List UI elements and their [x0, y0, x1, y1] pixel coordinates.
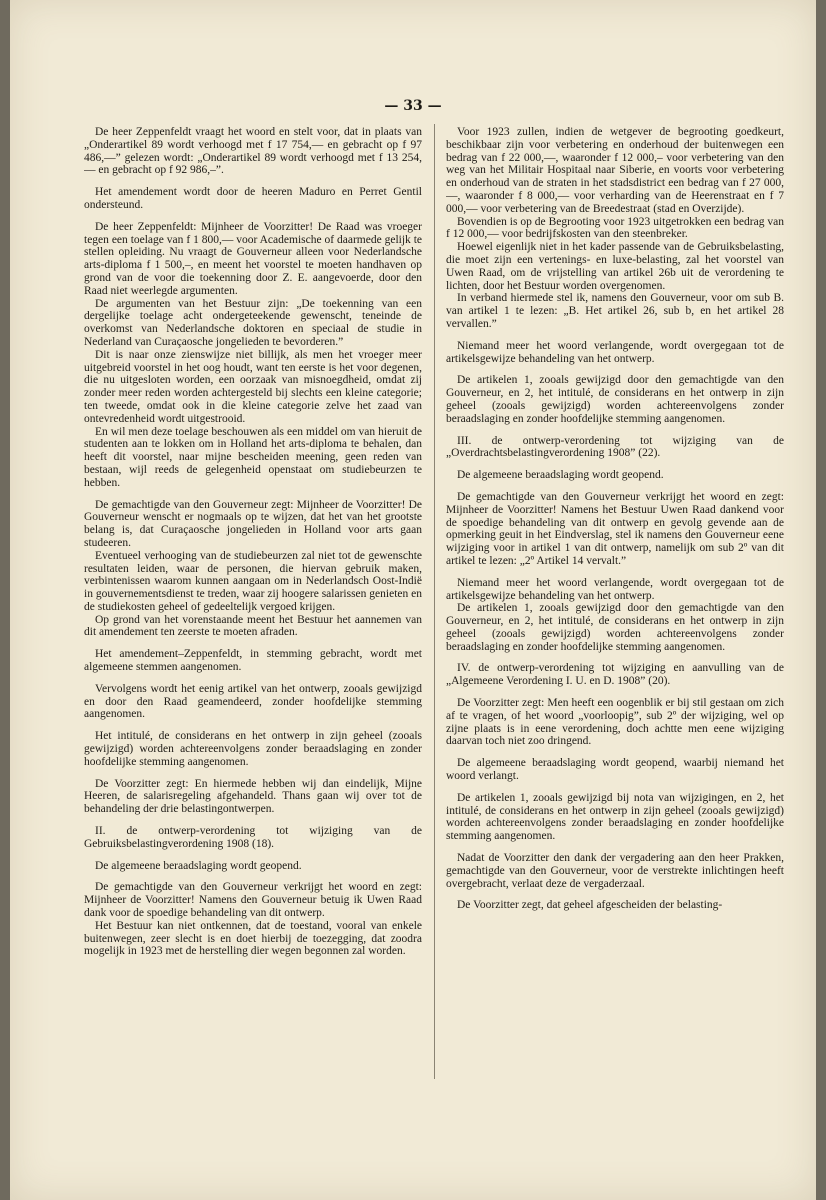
- paragraph: Het Bestuur kan niet ontkennen, dat de toestand, vooral van enkele buitenwegen, zeer slecht is en doet hierbij de toezegging, dat zoodra mogelijk in 1923 met de herstelling dier wegen begonnen zal worden.: [84, 919, 422, 958]
- paragraph: De heer Zeppenfeldt vraagt het woord en stelt voor, dat in plaats van „Onderartikel 89 wordt verhoogd met f 17 754,— en gebracht op f 97 486,—” gelezen wordt: „Onderartikel 89 wordt verhoogd met f 13 254,— en gebracht op f 92 986,–”.: [84, 126, 422, 177]
- paragraph: De heer Zeppenfeldt: Mijnheer de Voorzitter! De Raad was vroeger tegen een toelage van f 1 800,— voor Academische of daarmede gelijk te stellen opleiding. Nu vraagt de Gouverneur alleen voor Nederlandsche arts-diploma f 1 500,–, en meent het voorstel te moeten handhaven op grond van de voor die toekenning door Z. E. aangevoerde, door den Raad niet weerlegde argumenten.: [84, 220, 422, 297]
- paragraph: Bovendien is op de Begrooting voor 1923 uitgetrokken een bedrag van f 12 000,— voor bedrijfskosten van den steenbreker.: [446, 215, 784, 241]
- paragraph: Op grond van het vorenstaande meent het Bestuur het aannemen van dit amendement ten zeerste te moeten afraden.: [84, 613, 422, 639]
- paragraph: Niemand meer het woord verlangende, wordt overgegaan tot de artikelsgewijze behandeling van het ontwerp.: [446, 339, 784, 365]
- paragraph: Niemand meer het woord verlangende, wordt overgegaan tot de artikelsgewijze behandeling van het ontwerp.: [446, 576, 784, 602]
- paragraph: De gemachtigde van den Gouverneur verkrijgt het woord en zegt: Mijnheer de Voorzitter! Namens het Bestuur Uwen Raad dankend voor de spoedige behandeling van dit ontwerp en gevolg gevende aan de opmerking geuit in het Eindverslag, stel ik namens den Gouverneur eene wijziging voor in artikel 1 van dit ontwerp, namelijk om sub 2º van dit artikel te lezen: „2º Artikel 14 vervalt.”: [446, 490, 784, 567]
- paragraph: De gemachtigde van den Gouverneur verkrijgt het woord en zegt: Mijnheer de Voorzitter! Namens den Gouverneur betuig ik Uwen Raad dank voor de spoedige behandeling van dit ontwerp.: [84, 881, 422, 920]
- document-page: [10, 0, 816, 1200]
- paragraph: De Voorzitter zegt, dat geheel afgescheiden der belasting-: [457, 899, 723, 912]
- section-heading: III. de ontwerp-verordening tot wijziging van de „Overdrachtsbelastingverordening 1908” (22).: [446, 434, 784, 460]
- paragraph: Het intitulé, de considerans en het ontwerp in zijn geheel (zooals gewijzigd) worden achtereenvolgens zonder beraadslaging en zonder hoofdelijke stemming aangenomen.: [84, 730, 422, 768]
- left-column: [84, 126, 422, 1086]
- paragraph: De artikelen 1, zooals gewijzigd bij nota van wijzigingen, en 2, het intitulé, de considerans en het ontwerp in zijn geheel (zooals gewijzigd) worden achtereenvolgens zonder beraadslaging en zonder hoofdelijke stemming aangenomen.: [446, 791, 784, 843]
- section-heading: II. de ontwerp-verordening tot wijziging van de Gebruiksbelastingverordening 1908 (18).: [84, 825, 422, 850]
- paragraph: Eventueel verhooging van de studiebeurzen zal niet tot de gewenschte resultaten leiden, waar de personen, die hiervan gebruik maken, verbintenissen waarom kunnen aangaan om in Nederlandsch Oost-Indië in gouvernementsdienst te treden, waar zij hoogere salarissen genieten en de studiekosten geheel of gedeeltelijk vergoed krijgen.: [84, 549, 422, 613]
- paragraph: Voor 1923 zullen, indien de wetgever de begrooting goedkeurt, beschikbaar zijn voor verbetering en onderhoud der buitenwegen een bedrag van f 22 000,—, waaronder f 12 000,– voor verbetering van den weg van het Militair Hospitaal naar Siberie, en voorts voor verbetering en onderhoud van de straten in het stadsdistrict een bedrag van f 27 000,—, waaronder f 8 000,— voor verharding van de Heerenstraat en f 7 000,— voor verbetering van de Breedestraat (stad en Overzijde).: [446, 126, 784, 215]
- right-column: [446, 126, 784, 1086]
- paragraph: Het amendement wordt door de heeren Maduro en Perret Gentil ondersteund.: [84, 186, 422, 211]
- page-number: — 33 —: [384, 98, 442, 114]
- paragraph: De algemeene beraadslaging wordt geopend.: [457, 469, 664, 482]
- paragraph: Nadat de Voorzitter den dank der vergadering aan den heer Prakken, gemachtigde van den Gouverneur, voor de verstrekte inlichtingen heeft overgebracht, verlaat deze de vergaderzaal.: [446, 852, 784, 890]
- paragraph: En wil men deze toelage beschouwen als een middel om van hieruit de studenten aan te lokken om in Holland het arts-diploma te behalen, dan heeft dit voorstel, naar mijne bescheiden meening, geen reden van bestaan, wijl reeds de gelegenheid openstaat om studiebeurzen te hebben.: [84, 425, 422, 489]
- paragraph: De artikelen 1, zooals gewijzigd door den gemachtigde van den Gouverneur, en 2, het intitulé, de considerans en het ontwerp in zijn geheel (zooals gewijzigd) worden achtereenvolgens zonder beraadslaging en zonder hoofdelijke stemming aangenomen.: [446, 374, 784, 425]
- paragraph: De artikelen 1, zooals gewijzigd door den gemachtigde van den Gouverneur, en 2, het intitulé, de considerans en het ontwerp in zijn geheel (zooals gewijzigd) worden achtereenvolgens zonder beraadslaging en zonder hoofdelijke stemming aangenomen.: [446, 602, 784, 653]
- paragraph: In verband hiermede stel ik, namens den Gouverneur, voor om sub B. van artikel 1 te lezen: „B. Het artikel 26, sub b, en het artikel 28 vervallen.”: [446, 292, 784, 330]
- paragraph: Het amendement–Zeppenfeldt, in stemming gebracht, wordt met algemeene stemmen aangenomen.: [84, 648, 422, 674]
- paragraph: De Voorzitter zegt: Men heeft een oogenblik er bij stil gestaan om zich af te vragen, of het woord „voorloopig”, sub 2º der wijziging, wel op zijne plaats is in eene verordening, doch achtte men eene wijziging daarvan toch niet zoo dringend.: [446, 697, 784, 748]
- paragraph: Vervolgens wordt het eenig artikel van het ontwerp, zooals gewijzigd en door den Raad geamendeerd, zonder hoofdelijke stemming aangenomen.: [84, 682, 422, 721]
- paragraph: De Voorzitter zegt: En hiermede hebben wij dan eindelijk, Mijne Heeren, de salarisregeling afgehandeld. Thans gaan wij over tot de behandeling der drie belastingontwerpen.: [84, 777, 422, 816]
- paragraph: Hoewel eigenlijk niet in het kader passende van de Gebruiksbelasting, die moet zijn een vertenings- en luxe-belasting, zal het voorstel van Uwen Raad, om de vrijstelling van artikel 26b uit de verordening te lichten, door het Bestuur worden overgenomen.: [446, 241, 784, 292]
- paragraph: De algemeene beraadslaging wordt geopend.: [95, 859, 302, 872]
- paragraph: De algemeene beraadslaging wordt geopend, waarbij niemand het woord verlangt.: [446, 757, 784, 783]
- section-heading: IV. de ontwerp-verordening tot wijziging en aanvulling van de „Algemeene Verordening I. U. en D. 1908” (20).: [446, 662, 784, 688]
- paragraph: Dit is naar onze zienswijze niet billijk, als men het vroeger meer uitgebreid voorstel in het oog houdt, want ten eerste is het voor degenen, die nu uitgesloten worden, een oorzaak van misnoegdheid, omdat zij zonder meer reden worden achtergesteld bij slechts een kleine categorie; ten tweede, omdat ook in die kleine categorie zelve het zaad van ontevredenheid wordt uitgestrooid.: [84, 348, 422, 425]
- paragraph: De argumenten van het Bestuur zijn: „De toekenning van een dergelijke toelage acht ondergeteekende gewenscht, teneinde de overkomst van Nederlandsche doktoren en speciaal de studie in Nederland van Curaçaosche jongelieden te bevorderen.”: [84, 297, 422, 348]
- column-divider: [434, 124, 435, 1079]
- paragraph: De gemachtigde van den Gouverneur zegt: Mijnheer de Voorzitter! De Gouverneur wenscht er nogmaals op te wijzen, dat het van het grootste belang is, dat Curaçaosche jongelieden in Holland voor arts gaan studeeren.: [84, 498, 422, 549]
